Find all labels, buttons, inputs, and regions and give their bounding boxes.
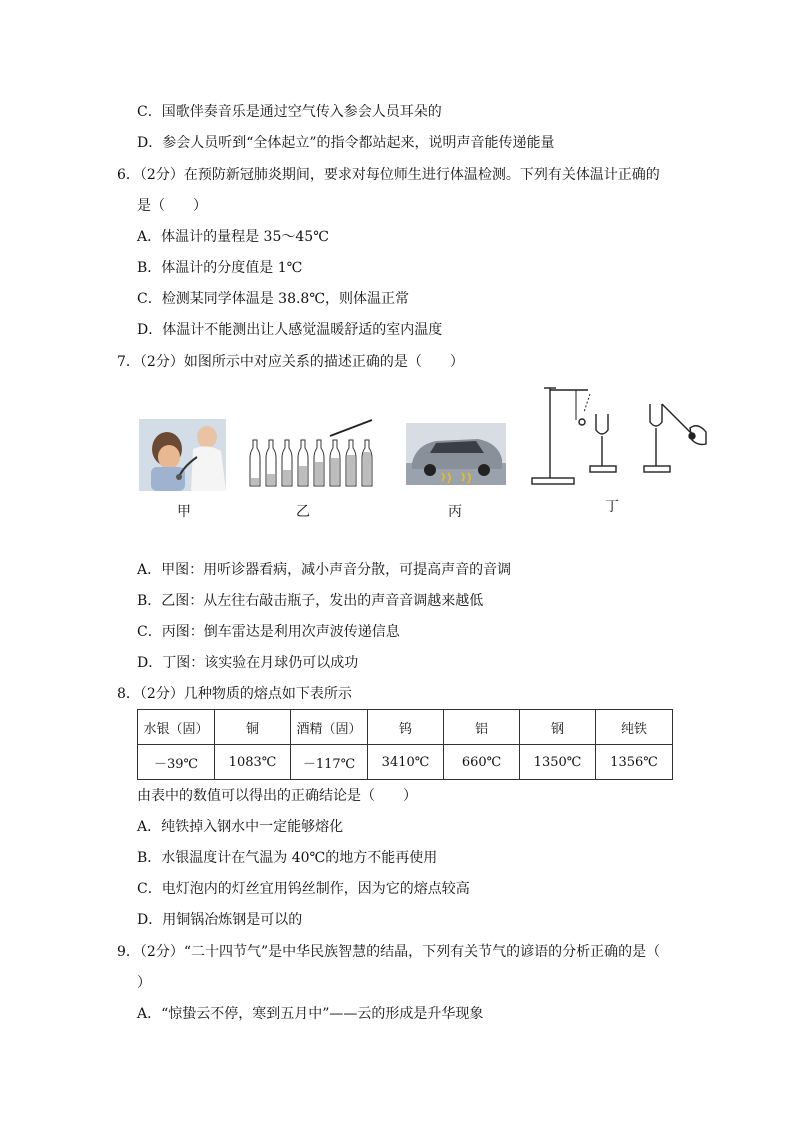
table-cell: －117℃: [291, 745, 368, 780]
table-header-cell: 铝: [444, 710, 520, 745]
table-cell: －39℃: [138, 745, 215, 780]
table-header-cell: 铜: [215, 710, 291, 745]
table-cell: 1356℃: [596, 745, 673, 780]
table-header-cell: 水银（固）: [138, 710, 215, 745]
q8-stem: 8．（2分）几种物质的熔点如下表所示: [117, 686, 352, 702]
reversing-radar-car-photo: [406, 423, 506, 485]
table-header-cell: 纯铁: [596, 710, 673, 745]
table-cell: 1083℃: [215, 745, 291, 780]
q6-option-c: C．检测某同学体温是 38.8℃，则体温正常: [137, 291, 409, 307]
tuning-fork-experiment-figure: [530, 382, 708, 488]
figure-label-ding: 丁: [605, 499, 619, 515]
q6-stem-line2: 是（ ）: [137, 198, 207, 214]
table-cell: 1350℃: [520, 745, 596, 780]
q7-option-d: D．丁图：该实验在月球仍可以成功: [137, 655, 359, 671]
table-header-cell: 酒精（固）: [291, 710, 368, 745]
figure-label-jia: 甲: [177, 504, 191, 520]
q8-follow-up: 由表中的数值可以得出的正确结论是（ ）: [137, 788, 417, 804]
table-header-row: [138, 710, 673, 745]
q7-option-a: A．甲图：用听诊器看病，减小声音分散，可提高声音的音调: [137, 562, 512, 578]
q7-option-c: C．丙图：倒车雷达是利用次声波传递信息: [137, 624, 400, 640]
q9-option-a: A．“惊蛰云不停，寒到五月中”——云的形成是升华现象: [137, 1006, 484, 1022]
q5-option-c: C．国歌伴奏音乐是通过空气传入参会人员耳朵的: [137, 104, 442, 120]
figure-label-yi: 乙: [296, 504, 310, 520]
melting-point-table: [137, 709, 673, 780]
q6-stem-line1: 6．（2分）在预防新冠肺炎期间，要求对每位师生进行体温检测。下列有关体温计正确的: [117, 167, 660, 183]
figure-label-bing: 丙: [448, 504, 462, 520]
q8-option-d: D．用铜锅冶炼钢是可以的: [137, 912, 303, 928]
q8-option-c: C．电灯泡内的灯丝宜用钨丝制作，因为它的熔点较高: [137, 881, 470, 897]
q8-option-b: B．水银温度计在气温为 40℃的地方不能再使用: [137, 850, 438, 866]
q9-stem-line1: 9．（2分）“二十四节气”是中华民族智慧的结晶，下列有关节气的谚语的分析正确的是（: [117, 944, 661, 960]
table-row: [138, 745, 673, 780]
q8-option-a: A．纯铁掉入钢水中一定能够熔化: [137, 819, 344, 835]
water-bottles-figure: [248, 418, 374, 490]
q6-option-b: B．体温计的分度值是 1℃: [137, 260, 303, 276]
q5-option-d: D．参会人员听到“全体起立”的指令都站起来，说明声音能传递能量: [137, 135, 555, 151]
table-cell: 660℃: [444, 745, 520, 780]
q7-option-b: B．乙图：从左往右敲击瓶子，发出的声音音调越来越低: [137, 593, 484, 609]
q6-option-a: A．体温计的量程是 35～45℃: [137, 229, 329, 245]
q7-stem: 7．（2分）如图所示中对应关系的描述正确的是（ ）: [117, 354, 464, 370]
stethoscope-photo: [139, 419, 226, 491]
q6-option-d: D．体温计不能测出让人感觉温暖舒适的室内温度: [137, 322, 443, 338]
q9-stem-line2: ）: [137, 975, 151, 991]
table-header-cell: 钨: [368, 710, 444, 745]
table-cell: 3410℃: [368, 745, 444, 780]
table-header-cell: 钢: [520, 710, 596, 745]
